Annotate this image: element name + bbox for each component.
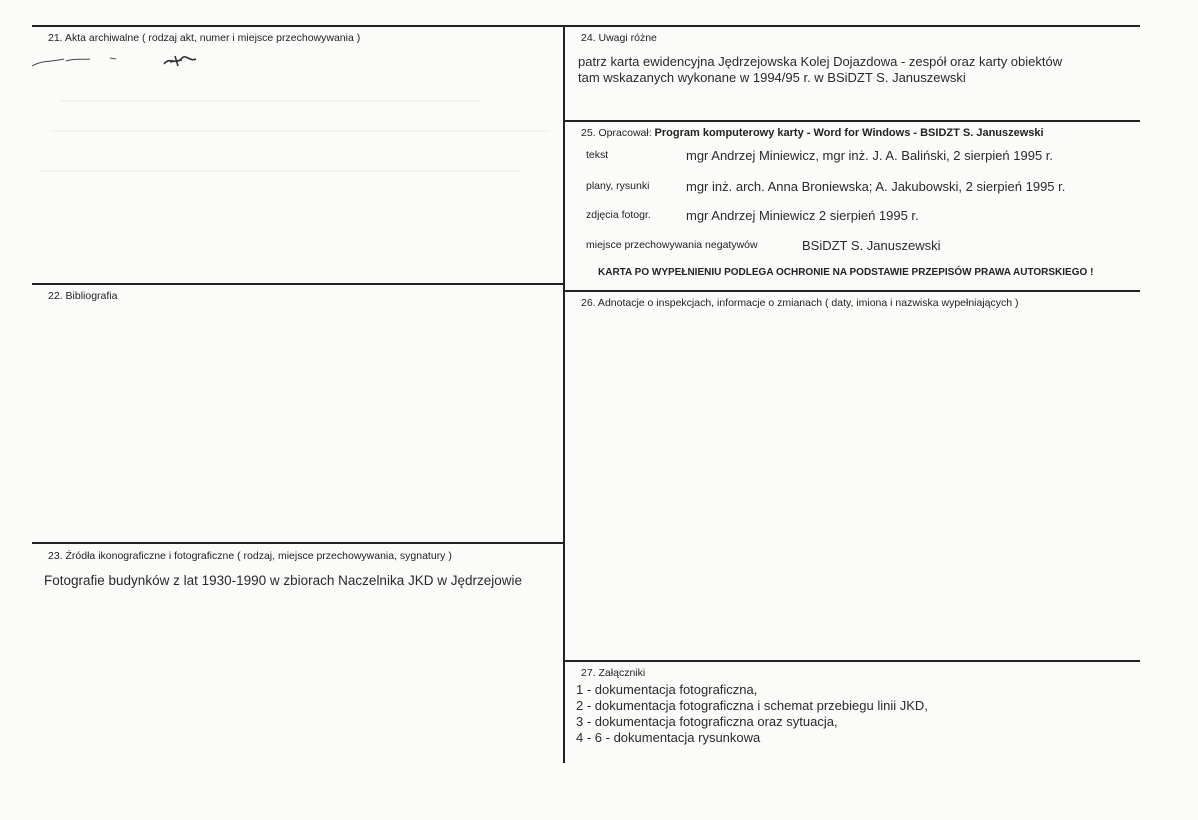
box24-line1: patrz karta ewidencyjna Jędrzejowska Kolej Dojazdowa - zespół oraz karty obiektów (578, 54, 1063, 69)
box23-text: Fotografie budynków z lat 1930-1990 w zbiorach Naczelnika JKD w Jędrzejowie (44, 573, 522, 588)
rule-21-22 (32, 283, 564, 285)
box25-title (581, 127, 1044, 139)
box24-line2: tam wskazanych wykonane w 1994/95 r. w BSiDZT S. Januszewski (578, 70, 966, 85)
box27-title: 27. Załączniki (581, 667, 646, 679)
box21-title: 21. Akta archiwalne ( rodzaj akt, numer i miejsce przechowywania ) (48, 32, 361, 44)
box25-title-prefix: 25. Opracował: (581, 127, 652, 139)
box26-title: 26. Adnotacje o inspekcjach, informacje o zmianach ( daty, imiona i nazwiska wypełniających ) (581, 297, 1019, 309)
box22-title: 22. Bibliografia (48, 290, 118, 302)
box25-row-value: mgr Andrzej Miniewicz 2 sierpień 1995 r. (686, 208, 919, 223)
box24-title: 24. Uwagi różne (581, 32, 657, 44)
faded-trace (50, 130, 550, 132)
rule-25-26 (564, 290, 1140, 292)
attachment-item: 1 - dokumentacja fotograficzna, (576, 682, 758, 697)
box25-negatives-key: miejsce przechowywania negatywów (586, 239, 758, 251)
box25-row-key: tekst (586, 149, 609, 161)
attachment-item: 4 - 6 - dokumentacja rysunkowa (576, 730, 761, 745)
rule-26-27 (564, 660, 1140, 662)
center-divider (563, 25, 565, 763)
top-rule (32, 25, 1140, 27)
attachment-item: 2 - dokumentacja fotograficzna i schemat przebiegu linii JKD, (576, 698, 928, 713)
rule-24-25 (564, 120, 1140, 122)
box25-row-value: mgr Andrzej Miniewicz, mgr inż. J. A. Baliński, 2 sierpień 1995 r. (686, 148, 1054, 163)
faded-trace (60, 100, 480, 102)
box25-row-value: mgr inż. arch. Anna Broniewska; A. Jakubowski, 2 sierpień 1995 r. (686, 179, 1066, 194)
box23-title: 23. Źródła ikonograficzne i fotograficzne ( rodzaj, miejsce przechowywania, sygnatury ) (48, 550, 452, 562)
box25-negatives-value: BSiDZT S. Januszewski (802, 238, 941, 253)
rule-22-23 (32, 542, 564, 544)
box25-title-bold: Program komputerowy karty - Word for Windows - BSIDZT S. Januszewski (654, 127, 1044, 139)
box25-row-key: zdjęcia fotogr. (586, 209, 651, 221)
handwritten-scribble (30, 50, 220, 80)
box25-row-key: plany, rysunki (586, 180, 650, 192)
attachment-item: 3 - dokumentacja fotograficzna oraz sytuacja, (576, 714, 838, 729)
copyright-notice: KARTA PO WYPEŁNIENIU PODLEGA OCHRONIE NA PODSTAWIE PRZEPISÓW PRAWA AUTORSKIEGO ! (598, 267, 1094, 278)
faded-trace (40, 170, 520, 172)
